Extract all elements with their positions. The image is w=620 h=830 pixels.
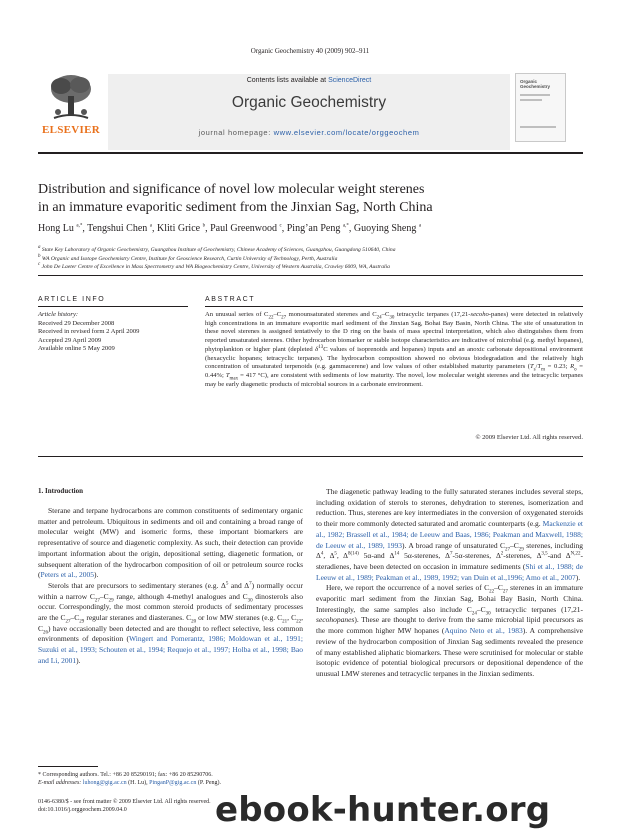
- history-item: Received in revised form 2 April 2009: [38, 328, 140, 335]
- email-line: E-mail addresses: luhong@gig.ac.cn (H. Lu), PinganP@gig.ac.cn (P. Peng).: [38, 780, 221, 786]
- footnote: [38, 771, 303, 787]
- citation-link[interactable]: Aquino Neto et al., 1983: [444, 626, 523, 636]
- footnote-rule: [38, 766, 98, 767]
- homepage-link[interactable]: www.elsevier.com/locate/orggeochem: [273, 128, 420, 137]
- history-item: Received 29 December 2008: [38, 319, 115, 327]
- elsevier-logo: [40, 72, 102, 142]
- abstract-copyright: © 2009 Elsevier Ltd. All rights reserved.: [475, 434, 583, 441]
- article-title: [38, 181, 583, 217]
- divider: [38, 306, 188, 307]
- section-heading: 1. Introduction: [38, 487, 83, 495]
- journal-homepage: [108, 128, 510, 137]
- citation-link[interactable]: Wingert and Pomerantz, 1986; Moldowan et al., 1991; Suzuki et al., 1993; Schouten et al., 1994; Requejo et al., 1997; Holba et al., 1998; Bao and Li, 2001: [38, 634, 303, 665]
- author[interactable]: Tengshui Chen $^a$: [87, 223, 153, 234]
- body-column-left: [38, 506, 303, 667]
- author[interactable]: Hong Lu $^{a,*}$: [38, 223, 83, 234]
- citation-link[interactable]: Peters et al., 2005: [40, 570, 95, 580]
- affiliation: $^a$ State Key Laboratory of Organic Geochemistry, Guangzhou Institute of Geochemistry, Chinese Academy of Sciences, Guangzhou, Guangdong 510640, China: [38, 245, 396, 253]
- contents-line: [108, 77, 510, 84]
- title-line-1: Distribution and significance of novel low molecular weight sterenes: [38, 182, 425, 197]
- affiliations: [38, 246, 583, 272]
- cover-line: [520, 94, 550, 96]
- homepage-prefix: journal homepage:: [198, 128, 274, 137]
- divider: [205, 306, 583, 307]
- title-line-2: in an immature evaporitic sediment from the Jinxian Sag, North China: [38, 200, 433, 215]
- paragraph: Here, we report the occurrence of a novel series of $C_{22}-C_{27}$ sterenes in an immature evaporitic marl sediment from the Jinxian Sag, Bohai Bay Basin, North China. Interestingly, the same samples also include $C_{24}-C_{30}$ tetracyclic terpanes (17,21-secohopanes). These are thought to derive from the same microbial lipid precursors as the more common higher MW hopanes (Aquino Neto et al., 1983). A comprehensive review of the hydrocarbon composition of Jinxian Sag sediments revealed the presence of many established aliphatic biomarkers. These were scrutinised for molecular or stable isotopic evidence of potential biological precursors or depositional dependence of the unusual LMW sterenes and tetracyclic terpanes in the Jinxian sediments.: [316, 583, 583, 678]
- journal-header-band: [108, 74, 510, 150]
- paragraph: Sterane and terpane hydrocarbons are common constituents of sedimentary organic matter and petroleum. Ubiquitous in sediments and oil and containing a broad range of molecular weight (MW) and isomeric forms, these important biomarkers are representative of source and diagenetic complexity. As such, their detection can provide important information about the origin, depositional setting, diagenetic formation, or subsequent alteration of the hydrocarbon composition of oil or petroleum source rocks (Peters et al., 2005).: [38, 506, 303, 580]
- author[interactable]: Ping’an Peng $^{a,*}$: [286, 223, 349, 234]
- sciencedirect-link[interactable]: ScienceDirect: [328, 77, 372, 84]
- journal-title: Organic Geochemistry: [231, 94, 387, 111]
- citation-link[interactable]: Mackenzie et al., 1982; Brassell et al., 1984; de Leeuw and Baas, 1986; Peakman and Maxwell, 1988; de Leeuw et al., 1989, 1993: [316, 519, 583, 550]
- paragraph: Sterols that are precursors to sedimentary steranes (e.g. $\Delta^5$ and $\Delta^7$) normally occur within a narrow $C_{27}-C_{29}$ range, although 4-methyl analogues and $C_{30}$ dinosterols also occur. Correspondingly, the most common steroid products of sedimentary processes are the $C_{27}-C_{29}$ regular steranes and diasteranes. $C_{20}$ or low MW steranes (e.g. $C_{21}$, $C_{22}$, $C_{26}$) have occasionally been detected and are thought to reflect selective, less common environments of deposition (Wingert and Pomerantz, 1986; Moldowan et al., 1991; Suzuki et al., 1993; Schouten et al., 1994; Requejo et al., 1997; Holba et al., 1998; Bao and Li, 2001).: [38, 580, 303, 665]
- paragraph: The diagenetic pathway leading to the fully saturated steranes includes several steps, including oxidation of sterols to sterones, dehydration to sterenes, isomerization and reduction. Thus, sterenes are key intermediates in the conversion of oxygenated steroids to their more commonly detected saturated and aromatic counterparts (e.g. Mackenzie et al., 1982; Brassell et al., 1984; de Leeuw and Baas, 1986; Peakman and Maxwell, 1988; de Leeuw et al., 1989, 1993). A broad range of unsaturated $C_{27}-C_{29}$ sterenes, including $\Delta^4$, $\Delta^5$, $\Delta^{8(14)}$ 5α-and $\Delta^{14}$ 5α-sterenes, $\Delta^7-5\alpha$-sterenes, $\Delta^2$-sterenes, Δ$^{3,5}$-and $\Delta^{N,22}$-steradienes, have been detected on occasion in immature sediments (Shi et al., 1988; de Leeuw et al., 1989; Peakman et al., 1989, 1992; van Duin et al.,1996; Amo et al., 2007).: [316, 487, 583, 582]
- author[interactable]: Kliti Grice $^b$: [157, 223, 206, 234]
- history-item: Available online 5 May 2009: [38, 345, 115, 352]
- issn-line: 0146-6380/$ - see front matter © 2009 Elsevier Ltd. All rights reserved.: [38, 799, 211, 805]
- citation-link[interactable]: Shi et al., 1988; de Leeuw et al., 1989; Peakman et al., 1989, 1992; van Duin et al.,1996; Amo et al., 2007: [316, 561, 583, 582]
- affiliation: $^c$ John De Laeter Centre of Excellence in Mass Spectrometry and WA Biogeochemistry Centre, University of Western Australia, Crawley 6009, WA, Australia: [38, 262, 390, 270]
- abstract-heading: ABSTRACT: [205, 296, 256, 303]
- email-link[interactable]: luhong@gig.ac.cn: [82, 780, 127, 786]
- doi-line[interactable]: doi:10.1016/j.orggeochem.2009.04.0: [38, 807, 127, 813]
- corresponding-authors: * Corresponding authors. Tel.: +86 20 85290191; fax: +86 20 85290706.: [38, 772, 213, 778]
- email-link[interactable]: PinganP@gig.ac.cn: [149, 780, 197, 786]
- cover-line: [520, 126, 556, 128]
- divider: [38, 456, 583, 457]
- elsevier-tree-icon: [46, 72, 96, 122]
- elsevier-wordmark: ELSEVIER: [41, 124, 101, 136]
- watermark: ebook-hunter.org: [215, 790, 551, 830]
- journal-reference: Organic Geochemistry 40 (2009) 902–911: [250, 47, 370, 55]
- body-column-right: [316, 487, 583, 680]
- article-history: [38, 311, 188, 354]
- author[interactable]: Guoying Sheng $^a$: [353, 223, 422, 234]
- contents-prefix: Contents lists available at: [246, 77, 329, 84]
- author[interactable]: Paul Greenwood $^c$: [210, 223, 282, 234]
- journal-cover-thumbnail: [515, 73, 566, 142]
- author-list: Hong Lu $^{a,*}$, Tengshui Chen $^a$, Kliti Grice $^b$, Paul Greenwood $^c$, Ping’an Peng $^{a,*}$, Guoying Sheng $^a$: [38, 223, 422, 234]
- article-info-heading: ARTICLE INFO: [38, 296, 106, 303]
- affiliation: $^b$ WA Organic and Isotope Geochemistry Centre, Institute for Geoscience Research, Curtin University of Technology, Perth, Australia: [38, 253, 338, 262]
- history-item: Accepted 29 April 2009: [38, 336, 102, 344]
- header-rule: [38, 152, 583, 154]
- divider: [38, 275, 583, 276]
- cover-title: Organic Geochemistry: [520, 79, 551, 89]
- abstract-text: An unusual series of $C_{22}-C_{27}$ monounsaturated sterenes and $C_{24}-C_{30}$ tetracyclic terpanes (17,21-secoho-panes) were detected in relatively high concentrations in an immature evaporitic marl sediment of the Jinxian Sag, Bohai Bay Basin, North China. The site of unsaturation in these novel sterenes is assigned tentatively to the D ring on the basis of mass spectral interpretation, which also distinguishes them from reported unsaturated sterenes. Other hydrocarbon biomarker or stable isotope characteristics are indicative of microbial (e.g. methyl hopanes), phytoplankton or higher plant (depleted $\delta^{13}C$ values of isoprenoids and hopanes) inputs and an anoxic carbonate depositional environment (hexacyclic hopanes; tetracyclic terpanes). The hydrocarbon composition showed no obvious biodegradation and the relatively high concentration of unsaturated terpenoids (e.g. gammacerene) and low values of other established maturity parameters ($T_s/T_m = 0.23$; $R_o = 0.44\%$; $T_{max} = 417$ °C), are consistent with sediments of low maturity. The novel, low molecular weight sterenes and the tetracyclic terpanes may be early diagenetic products of microbial sources in a carbonate environment.: [205, 311, 584, 388]
- history-label: Article history:: [38, 311, 79, 318]
- cover-line: [520, 99, 542, 101]
